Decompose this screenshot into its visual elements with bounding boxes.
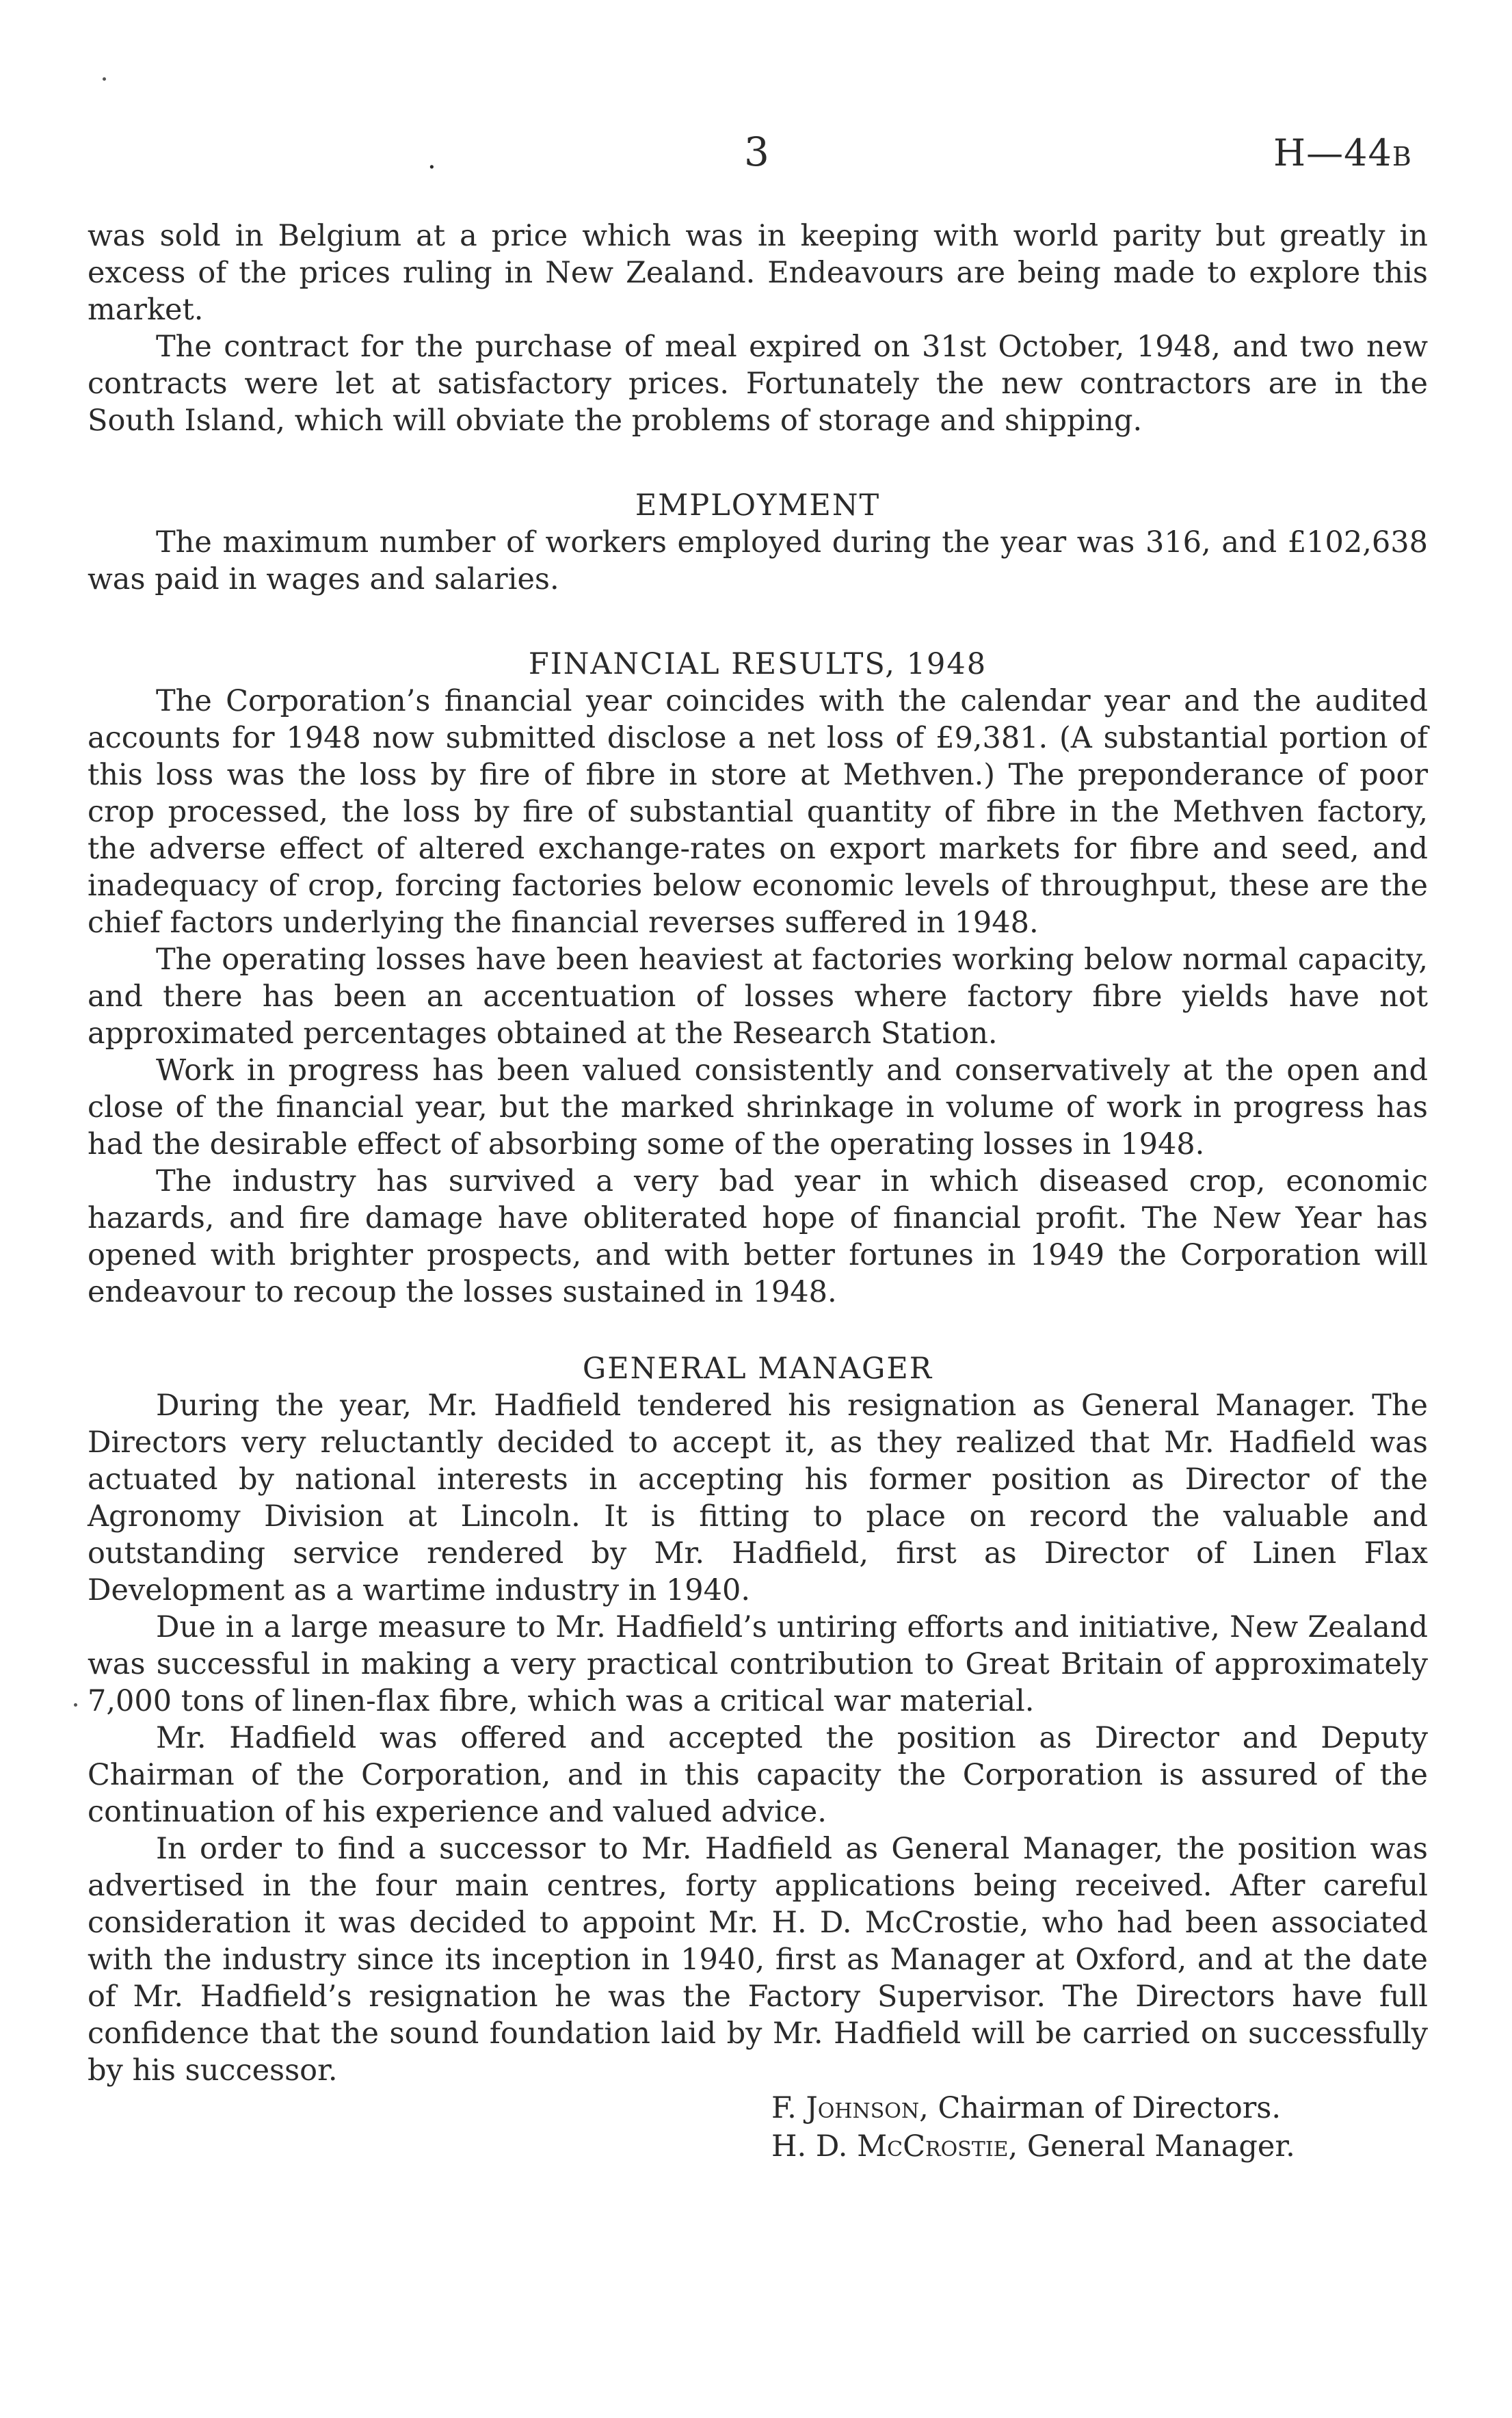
financial-paragraph: The industry has survived a very bad year in which diseased crop, economic hazards, and fire damage have obliterated hope of financial profit. The New Year has opened with brighter prospects, and with better fortunes in 1949 the Corporation will endeavour to recoup the losses sustained in 1948.: [88, 1164, 1428, 1309]
signature-line: [771, 2089, 1428, 2127]
signature-line: [771, 2127, 1428, 2166]
intro-paragraph-continued: was sold in Belgium at a price which was in keeping with world parity but greatly in excess of the prices ruling in New Zealand. Endeavours are being made to explore this market.: [88, 219, 1428, 327]
general-manager-paragraph: Mr. Hadfield was offered and accepted the position as Director and Deputy Chairman of the Corporation, and in this capacity the Corporation is assured of the continuation of his experience and valued advice.: [88, 1721, 1428, 1829]
financial-results-heading: FINANCIAL RESULTS, 1948: [528, 647, 987, 681]
signatory-name: F. Johnson: [771, 2091, 920, 2125]
intro-paragraph-meal-contract: The contract for the purchase of meal expired on 31st October, 1948, and two new contracts were let at satisfactory prices. Fortunately the new contractors are in the South Island, which will obviate the problems of storage and shipping.: [88, 330, 1428, 438]
general-manager-heading: GENERAL MANAGER: [582, 1352, 933, 1386]
page-body: [88, 218, 1428, 2166]
document-reference-main: H—44: [1273, 131, 1392, 174]
page-header: [0, 129, 1512, 183]
financial-paragraph: The Corporation’s financial year coincides with the calendar year and the audited accounts for 1948 now submitted disclose a net loss of £9,381. (A substantial portion of this loss was the loss by fire of fibre in store at Methven.) The preponderance of poor crop processed, the loss by fire of substantial quantity of fibre in the Methven factory, the adverse effect of altered exchange-rates on export markets for fibre and seed, and inadequacy of crop, forcing factories below economic levels of throughput, these are the chief factors underlying the financial reverses suffered in 1948.: [88, 684, 1428, 940]
employment-heading: EMPLOYMENT: [635, 488, 881, 523]
document-reference: [1273, 131, 1412, 174]
signatory-title: , General Manager.: [1008, 2129, 1295, 2164]
financial-paragraph: The operating losses have been heaviest at factories working below normal capacity, and there has been an accentuation of losses where factory fibre yields have not approximated percentages obtained at the Research Station.: [88, 943, 1428, 1051]
speck-mark: [103, 77, 106, 81]
general-manager-paragraph: During the year, Mr. Hadfield tendered his resignation as General Manager. The Directors very reluctantly decided to accept it, as they realized that Mr. Hadfield was actuated by national interests in accepting his former position as Director of the Agronomy Division at Lincoln. It is fitting to place on record the valuable and outstanding service rendered by Mr. Hadfield, first as Director of Linen Flax Development as a wartime industry in 1940.: [88, 1389, 1428, 1607]
signature-block: [771, 2089, 1428, 2166]
financial-paragraph: Work in progress has been valued consistently and conservatively at the open and close of the financial year, but the marked shrinkage in volume of work in progress has had the desirable effect of absorbing some of the operating losses in 1948.: [88, 1053, 1428, 1161]
general-manager-paragraph: Due in a large measure to Mr. Hadfield’s untiring efforts and initiative, New Zealand was successful in making a very practical contribution to Great Britain of approximately 7,000 tons of linen-flax fibre, which was a critical war material.: [88, 1610, 1428, 1718]
header-dot: .: [427, 144, 436, 175]
signatory-name: H. D. McCrostie: [771, 2129, 1009, 2164]
signatory-title: , Chairman of Directors.: [919, 2091, 1282, 2125]
document-reference-suffix: B: [1392, 142, 1412, 172]
page-number: 3: [744, 129, 769, 175]
general-manager-paragraph: In order to find a successor to Mr. Hadfield as General Manager, the position was advertised in the four main centres, forty applications being received. After careful consideration it was decided to appoint Mr. H. D. McCrostie, who had been associated with the industry since its inception in 1940, first as Manager at Oxford, and at the date of Mr. Hadfield’s resignation he was the Factory Supervisor. The Directors have full confidence that the sound foundation laid by Mr. Hadfield will be carried on successfully by his successor.: [88, 1832, 1428, 2088]
speck-mark: [74, 1703, 77, 1707]
employment-paragraph: The maximum number of workers employed during the year was 316, and £102,638 was paid in wages and salaries.: [88, 525, 1428, 596]
